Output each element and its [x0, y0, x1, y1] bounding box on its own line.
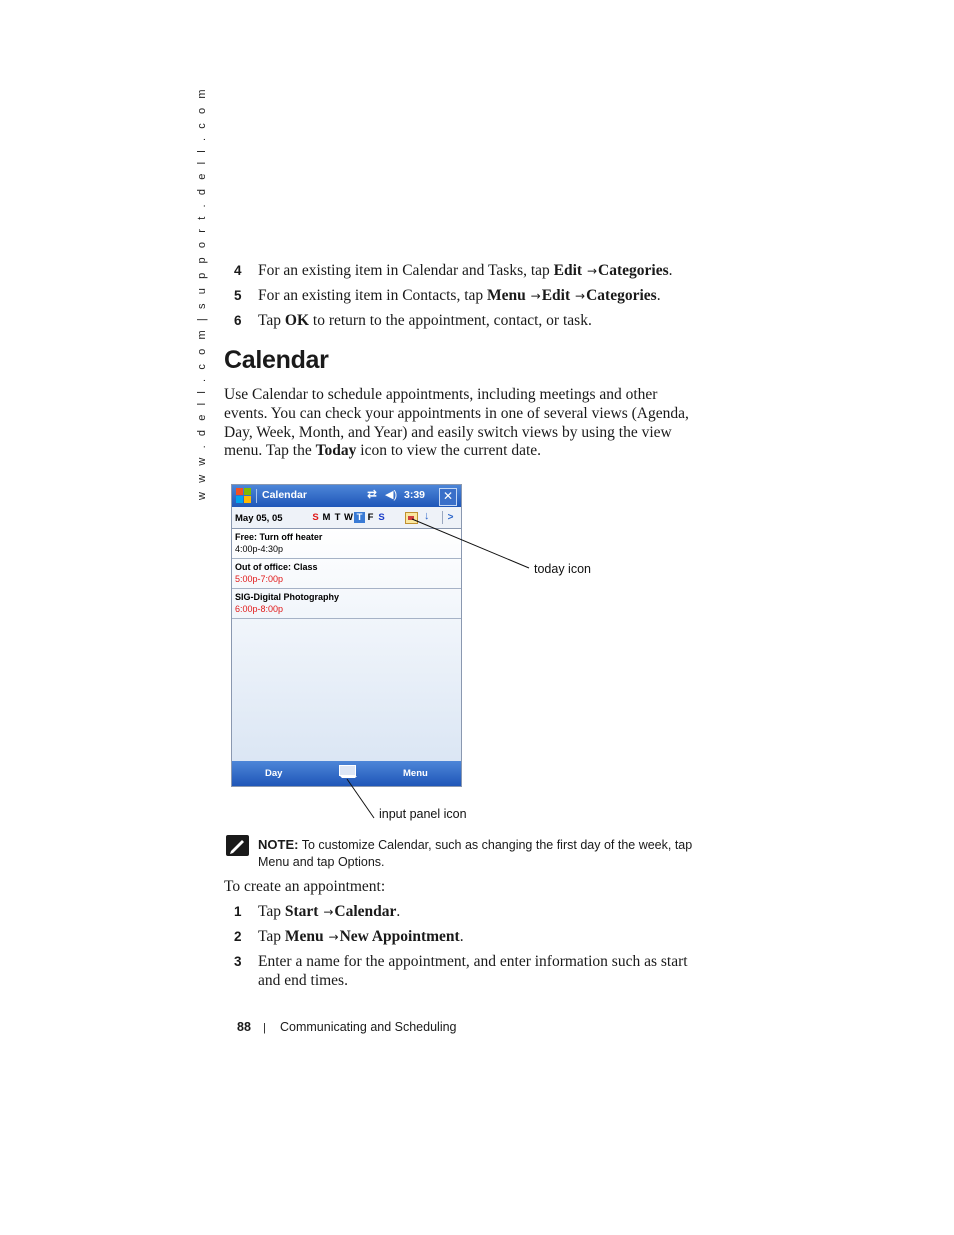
create-intro: To create an appointment: [224, 878, 386, 895]
note: NOTE: To customize Calendar, such as changing the first day of the week, tap Menu and tap Options. [258, 837, 693, 869]
ui-term: Menu [258, 855, 290, 869]
ui-term: Edit [541, 287, 571, 304]
step-1: 1 Tap Start →Calendar. [234, 903, 401, 920]
app-title: Calendar [262, 489, 307, 501]
menu-softkey[interactable]: Menu [403, 768, 428, 779]
day-button[interactable]: S [312, 512, 319, 523]
day-button[interactable]: T [354, 512, 365, 523]
ui-term: Calendar [334, 903, 397, 920]
arrow-down-icon[interactable]: ↓ [424, 510, 430, 522]
chevron-right-icon[interactable]: > [442, 511, 458, 524]
list-item[interactable]: Out of office: Class 5:00p-7:00p [232, 559, 461, 589]
ui-term: New Appointment [339, 928, 460, 945]
day-button[interactable]: M [322, 512, 331, 523]
input-panel-icon-callout: input panel icon [379, 807, 467, 821]
side-url: w w w . d e l l . c o m | s u p p o r t . d e l l . c o m [196, 86, 208, 500]
step-4: 4 For an existing item in Calendar and Tasks, tap Edit →Categories. [234, 262, 673, 279]
intro-paragraph: Use Calendar to schedule appointments, including meetings and other events. You can check your appointments in one of several views (Agenda, Day, Week, Month, and Year) and easily switch views by using the view menu. Tap the Today icon to view the current date. [224, 386, 689, 460]
speaker-icon[interactable]: ◀) [385, 489, 398, 501]
ui-term: Menu [487, 287, 526, 304]
ui-term: Categories [598, 262, 669, 279]
page-number: 88 [237, 1020, 251, 1034]
ui-term: Menu [284, 928, 324, 945]
ui-term: Edit [553, 262, 583, 279]
list-item[interactable]: Free: Turn off heater 4:00p-4:30p [232, 529, 461, 559]
sync-arrows-icon[interactable]: ⇄ [367, 487, 378, 501]
clock[interactable]: 3:39 [404, 489, 426, 501]
footer-section: Communicating and Scheduling [280, 1020, 457, 1034]
step-2: 2 Tap Menu →New Appointment. [234, 928, 464, 945]
day-button[interactable]: T [334, 512, 341, 523]
close-button[interactable]: ✕ [439, 488, 457, 506]
footer-separator: | [263, 1022, 266, 1034]
ui-term: Options [337, 855, 382, 869]
note-pencil-icon [226, 835, 249, 856]
ui-term: Today [315, 442, 357, 460]
day-button[interactable]: S [378, 512, 385, 523]
ui-term: OK [284, 312, 310, 329]
step-3: 3 Enter a name for the appointment, and enter information such as start and end times. [234, 953, 688, 989]
day-softkey[interactable]: Day [265, 768, 283, 779]
day-button[interactable]: W [344, 512, 353, 523]
today-icon-callout: today icon [534, 562, 591, 576]
section-heading: Calendar [224, 346, 329, 374]
day-button[interactable]: F [367, 512, 374, 523]
step-5: 5 For an existing item in Contacts, tap Menu →Edit →Categories. [234, 287, 661, 304]
list-item[interactable]: SIG-Digital Photography 6:00p-8:00p [232, 589, 461, 619]
ui-term: Categories [586, 287, 657, 304]
current-date[interactable]: May 05, 05 [235, 513, 283, 524]
step-6: 6 Tap OK to return to the appointment, contact, or task. [234, 312, 592, 329]
ui-term: Start [284, 903, 319, 920]
